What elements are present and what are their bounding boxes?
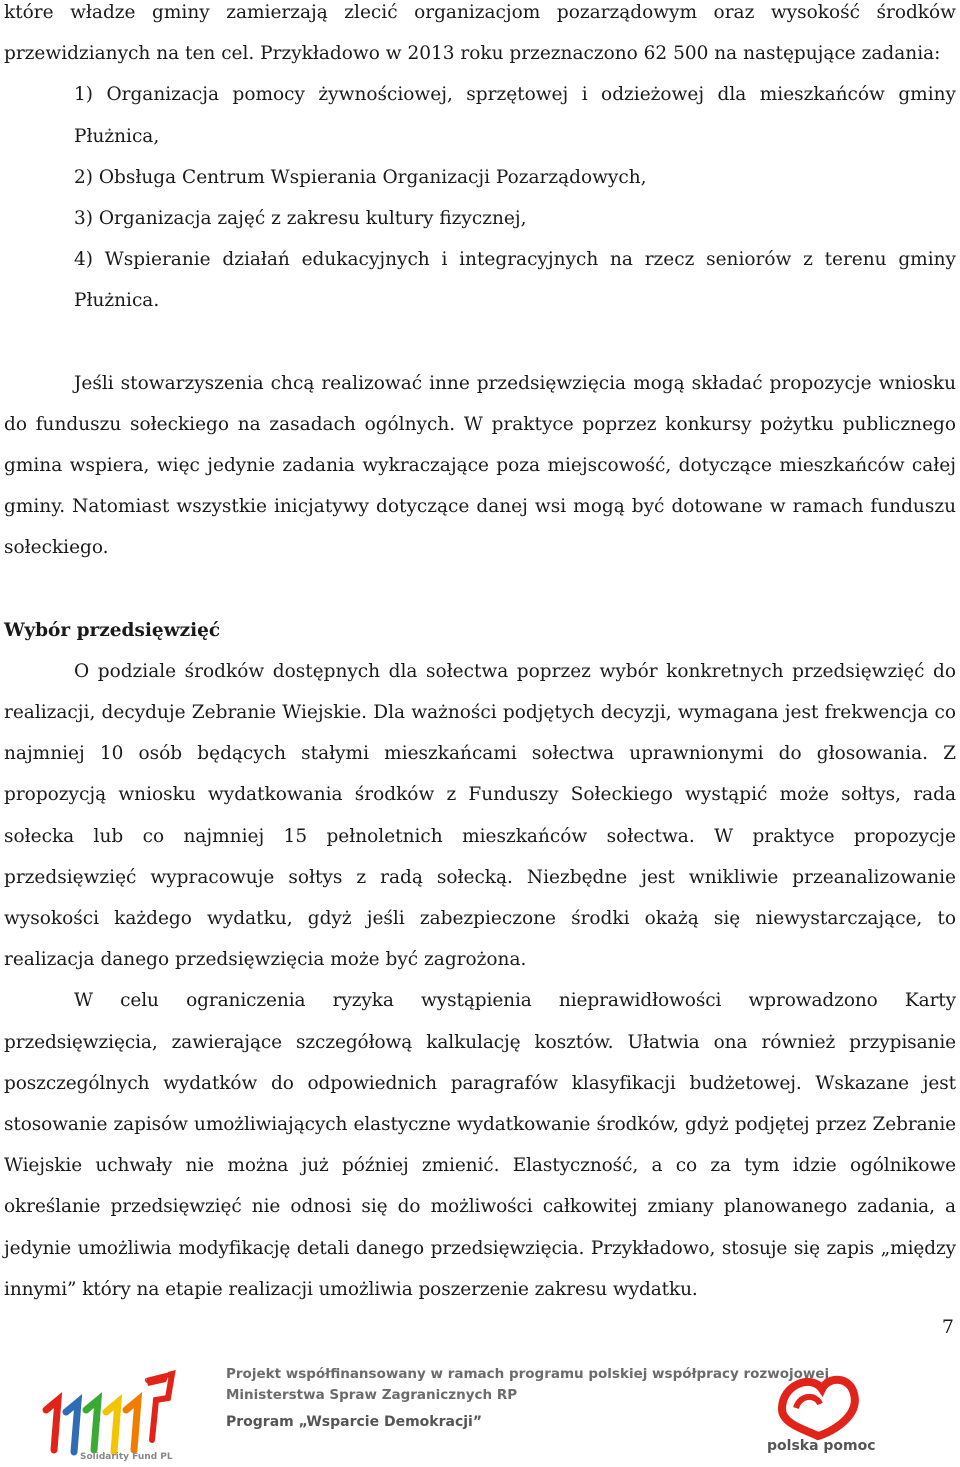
list-item: 3) Organizacja zajęć z zakresu kultury fizycznej, <box>74 208 527 230</box>
paragraph-risk: W celu ograniczenia ryzyka wystąpienia nieprawidłowości wprowadzono Karty przedsięwzięcia, zawierające szczegółową kalkulację kosztów. Ułatwia ona również przypisanie poszczególnych wydatków do odpowiednich paragrafów klasyfikacji budżetowej. Wskazane jest stosowanie zapisów umożliwiających elastyczne wydatkowanie środków, gdyż podjętej przez Zebranie Wiejskie uchwały nie można już później zmienić. Elastyczność, a co za tym idzie ogólnikowe określanie przedsięwzięć nie odnosi się do możliwości całkowitej zmiany planowanego zadania, a jedynie umożliwia modyfikację detali danego przedsięwzięcia. Przykładowo, stosuje się zapis „między innymi” który na etapie realizacji umożliwia poszerzenie zakresu wydatku. <box>4 990 956 1300</box>
body-text <box>4 0 956 1310</box>
paragraph-division: O podziale środków dostępnych dla sołectwa poprzez wybór konkretnych przedsięwzięć do realizacji, decyduje Zebranie Wiejskie. Dla ważności podjętych decyzji, wymagana jest frekwencja co najmniej 10 osób będących stałymi mieszkańcami sołectwa uprawnionymi do głosowania. Z propozycją wniosku wydatkowania środków z Funduszy Sołeckiego wystąpić może sołtys, rada sołecka lub co najmniej 15 pełnoletnich mieszkańców sołectwa. W praktyce propozycje przedsięwzięć wypracowuje sołtys z radą sołecką. Niezbędne jest wnikliwie przeanalizowanie wysokości każdego wydatku, gdyż jeśli zabezpieczone środki okażą się niewystarczające, to realizacja danego przedsięwzięcia może być zagrożona. <box>4 660 956 971</box>
solidarity-fund-logo <box>40 1370 190 1465</box>
paragraph-associations: Jeśli stowarzyszenia chcą realizować inne przedsięwzięcia mogą składać propozycje wniosku do funduszu sołeckiego na zasadach ogólnych. W praktyce poprzez konkursy pożytku publicznego gmina wspiera, więc jedynie zadania wykraczające poza miejscowość, dotyczące mieszkańców całej gminy. Natomiast wszystkie inicjatywy dotyczące danej wsi mogą być dotowane w ramach funduszu sołeckiego. <box>4 372 956 559</box>
funding-program: Program „Wsparcie Demokracji” <box>226 1414 483 1430</box>
solidarity-fund-label: Solidarity Fund PL <box>80 1452 173 1462</box>
polska-pomoc-label: polska pomoc <box>767 1438 876 1454</box>
section-heading: Wybór przedsięwzięć <box>4 619 221 641</box>
list-item: 1) Organizacja pomocy żywnościowej, sprzętowej i odzieżowej dla mieszkańców gminy Płużnica, <box>74 84 956 147</box>
list-item: 2) Obsługa Centrum Wspierania Organizacji Pozarządowych, <box>74 166 647 188</box>
funding-line-1: Projekt współfinansowany w ramach programu polskiej współpracy rozwojowej <box>226 1366 830 1382</box>
footer <box>0 1352 960 1467</box>
funding-line-2: Ministerstwa Spraw Zagranicznych RP <box>226 1387 518 1403</box>
page-number: 7 <box>941 1316 954 1338</box>
list-item: 4) Wspieranie działań edukacyjnych i integracyjnych na rzecz seniorów z terenu gminy Płużnica. <box>74 249 956 312</box>
paragraph-intro: które władze gminy zamierzają zlecić organizacjom pozarządowym oraz wysokość środków przewidzianych na ten cel. Przykładowo w 2013 roku przeznaczono 62 500 na następujące zadania: <box>4 2 956 65</box>
funding-note <box>226 1364 829 1433</box>
